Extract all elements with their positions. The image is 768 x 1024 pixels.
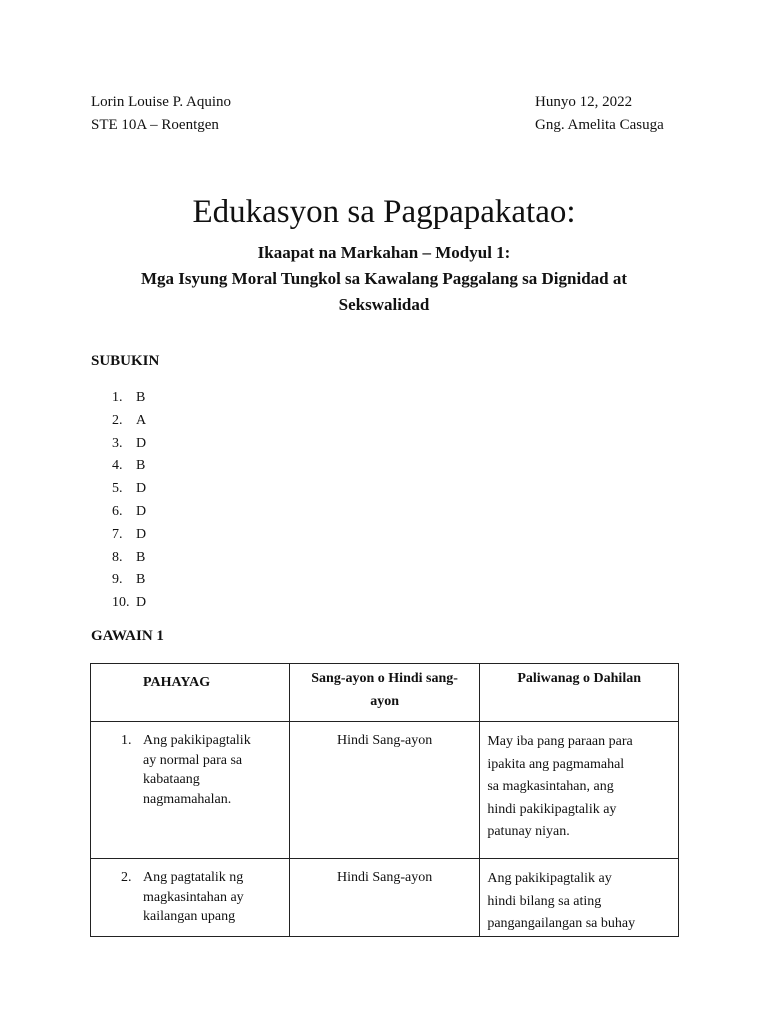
subtitle-line-1: Ikaapat na Markahan – Modyul 1: [257, 243, 511, 262]
document-title: Edukasyon sa Pagpapakatao: [192, 194, 576, 230]
paliwanag-line: hindi bilang sa ating [487, 893, 602, 909]
column-header-paliwanag [480, 664, 679, 722]
answer-number: 9. [112, 572, 123, 588]
column-header-sang-ayon [289, 664, 479, 722]
answer-letter: A [136, 412, 147, 428]
table-row [91, 722, 679, 859]
answer-number: 5. [112, 481, 123, 497]
answer-letter: B [136, 549, 146, 565]
answer-item [112, 569, 146, 592]
header-left [91, 91, 231, 137]
teacher-name: Gng. Amelita Casuga [535, 117, 664, 133]
answer-letter: B [136, 390, 146, 405]
answer-item [112, 592, 146, 615]
sang-ayon-cell: Hindi Sang-ayon [289, 722, 479, 859]
answer-number: 10. [112, 595, 130, 611]
column-header-pahayag [91, 664, 290, 722]
column-header-sang-ayon-line-2: ayon [370, 694, 399, 709]
pahayag-cell [91, 722, 290, 859]
paliwanag-cell [480, 722, 679, 859]
paliwanag-line: hindi pakikipagtalik ay [487, 801, 617, 817]
paliwanag-cell [480, 859, 679, 937]
answer-item [112, 433, 146, 456]
answer-letter: D [136, 526, 147, 542]
pahayag-line: kailangan upang [143, 909, 236, 924]
column-header-sang-ayon-line-1: Sang-ayon o Hindi sang- [311, 671, 458, 686]
answer-item [112, 501, 146, 524]
answer-number: 8. [112, 549, 123, 565]
row-number: 2. [121, 870, 132, 885]
answer-item [112, 524, 146, 547]
sang-ayon-cell: Hindi Sang-ayon [289, 859, 479, 937]
answer-letter: D [136, 595, 147, 611]
row-number: 1. [121, 733, 132, 748]
student-name: Lorin Louise P. Aquino [91, 94, 232, 110]
student-section: STE 10A – Roentgen [91, 117, 219, 133]
paliwanag-line: ipakita ang pagmamahal [487, 756, 625, 772]
pahayag-line: Ang pakikipagtalik [143, 733, 251, 748]
paliwanag-line: pangangailangan sa buhay [487, 916, 636, 931]
answer-number: 1. [112, 390, 123, 405]
answer-number: 3. [112, 435, 123, 451]
pahayag-line: magkasintahan ay [143, 889, 244, 905]
paliwanag-line: patunay niyan. [487, 824, 570, 839]
subukin-heading: SUBUKIN [91, 353, 160, 369]
paliwanag-line: Ang pakikipagtalik ay [487, 871, 612, 886]
header-right [535, 91, 664, 137]
answer-letter: D [136, 481, 147, 497]
document-subtitle [100, 240, 668, 318]
answer-number: 7. [112, 526, 123, 542]
table-header-row [91, 664, 679, 722]
answer-item [112, 410, 146, 433]
pahayag-line: ay normal para sa [143, 752, 243, 768]
column-header-paliwanag-text: Paliwanag o Dahilan [517, 671, 642, 686]
answer-letter: B [136, 458, 146, 474]
subtitle-line-2: Mga Isyung Moral Tungkol sa Kawalang Paggalang sa Dignidad at [140, 269, 628, 288]
pahayag-line: Ang pagtatalik ng [143, 870, 244, 885]
answer-letter: D [136, 435, 147, 451]
gawain-1-table [90, 663, 679, 937]
answer-item [112, 478, 146, 501]
pahayag-cell [91, 859, 290, 937]
answer-letter: D [136, 503, 147, 519]
document-date: Hunyo 12, 2022 [535, 94, 633, 110]
pahayag-text [143, 731, 275, 809]
subukin-answer-list [112, 387, 146, 615]
pahayag-line: nagmamahalan. [143, 791, 232, 807]
answer-number: 6. [112, 503, 123, 519]
table-row [91, 859, 679, 937]
column-header-pahayag-text: PAHAYAG [143, 675, 211, 690]
answer-number: 2. [112, 412, 123, 428]
answer-item [112, 547, 146, 570]
answer-letter: B [136, 572, 146, 588]
pahayag-line: kabataang [143, 772, 200, 787]
answer-number: 4. [112, 458, 123, 474]
subtitle-line-3: Sekswalidad [338, 295, 430, 314]
pahayag-text [143, 868, 275, 927]
paliwanag-line: May iba pang paraan para [487, 734, 633, 749]
answer-item [112, 387, 146, 410]
gawain-1-heading: GAWAIN 1 [91, 628, 164, 644]
answer-item [112, 455, 146, 478]
paliwanag-line: sa magkasintahan, ang [487, 779, 614, 794]
